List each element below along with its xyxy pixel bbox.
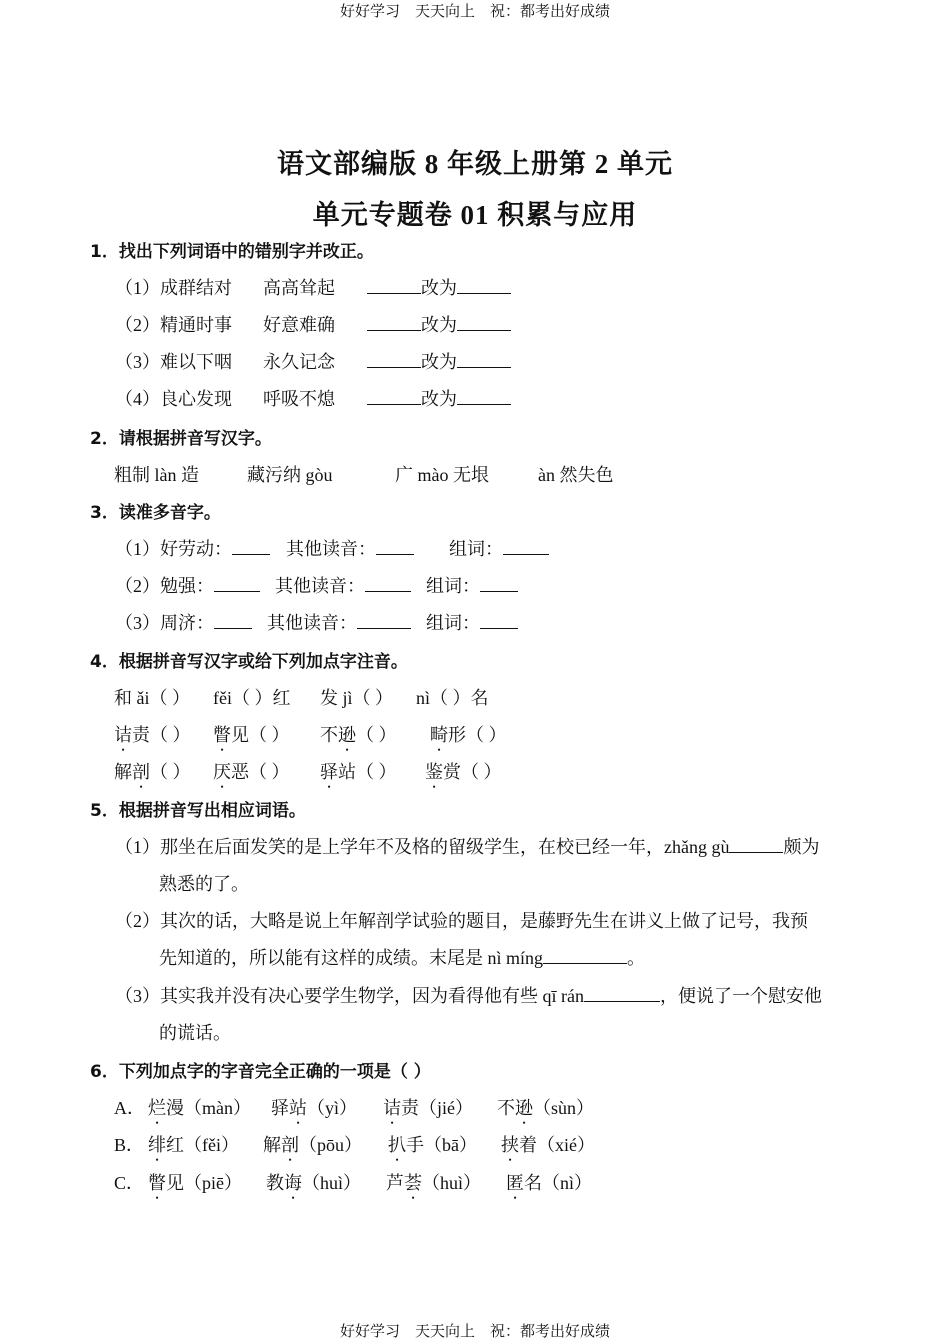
plain-chars: （pōu） [299,1135,362,1155]
q2-item: 粗制 làn 造 [114,465,199,485]
page-header: 好好学习 天天向上 祝：都考出好成绩 [339,2,610,20]
dotted-char: 厌 [213,762,231,782]
compound-blank[interactable] [480,612,518,629]
plain-chars: 责（jié） [401,1098,473,1118]
reading-blank[interactable] [232,538,270,555]
plain-chars: 着（xié） [519,1135,595,1155]
dotted-char: 鉴 [425,762,443,782]
option-item [386,1169,481,1203]
dotted-char: 剖 [132,762,150,782]
q1-item [115,385,457,411]
change-to-label: 改为 [421,315,457,335]
q4-item [213,758,290,792]
other-reading-label: 其他读音： [275,576,365,596]
plain-chars: 形（ ） [448,725,507,745]
plain-chars: 手（bā） [406,1135,477,1155]
dotted-char: 诘 [114,725,132,745]
dotted-char: 逊 [338,725,356,745]
answer-blank[interactable] [729,836,783,853]
compound-label: 组词： [426,613,480,633]
option-item [497,1094,594,1128]
option-item [271,1094,357,1128]
answer-blank[interactable] [457,388,511,405]
other-reading-blank[interactable] [365,575,411,592]
option-item [383,1094,473,1128]
other-reading-label: 其他读音： [286,539,376,559]
sentence-text: ，便说了一个慰安他 [659,986,822,1006]
option-item [148,1169,242,1203]
compound-blank[interactable] [503,538,549,555]
item-number: （1） [115,278,160,298]
q1-item [115,311,457,337]
item-number: （2） [115,315,160,335]
dotted-char: 扒 [388,1135,406,1155]
plain-chars: （ ） [150,762,191,782]
plain-chars: 赏（ ） [443,762,502,782]
q2-item: 广 mào 无垠 [395,465,489,485]
q5-sentence-3-cont: 的谎话。 [159,1023,231,1043]
q2-item: àn 然失色 [538,465,614,485]
q4-item: fěi（ ）红 [213,688,291,708]
word-b: 永久记念 [263,352,335,372]
plain-chars: 名（nì） [524,1173,593,1193]
plain-chars: 漫（màn） [166,1098,251,1118]
dotted-char: 站 [289,1098,307,1118]
plain-chars: （huì） [302,1173,362,1193]
option-item [148,1094,251,1128]
compound-label: 组词： [449,539,503,559]
other-reading-blank[interactable] [376,538,414,555]
answer-blank[interactable] [367,351,421,368]
option-label: B． [114,1135,145,1155]
question-3-stem: 3．读准多音字。 [90,503,221,523]
option-item [506,1169,592,1203]
plain-chars: （yì） [307,1098,358,1118]
word-a: 良心发现 [160,389,232,409]
dotted-char: 匿 [506,1173,524,1193]
dotted-char: 荟 [404,1173,422,1193]
q4-item [114,758,191,792]
plain-char: 解 [263,1135,281,1155]
word-b: 高高耸起 [263,278,335,298]
q4-item [320,721,397,755]
answer-blank[interactable] [584,985,660,1002]
dotted-char: 诘 [383,1098,401,1118]
plain-char: 解 [114,762,132,782]
compound-label: 组词： [426,576,480,596]
item-number: （4） [115,389,160,409]
answer-blank[interactable] [457,314,511,331]
change-to-label: 改为 [421,389,457,409]
plain-chars: 责（ ） [132,725,191,745]
dotted-char: 逊 [515,1098,533,1118]
plain-chars: 站（ ） [338,762,397,782]
q1-item [115,348,457,374]
item-number: （3） [115,352,160,372]
plain-chars: 红（fěi） [166,1135,239,1155]
q4-item: 发 jì（ ） [320,688,394,708]
dotted-char: 挟 [501,1135,519,1155]
item-number: （2） [115,576,160,596]
q2-item: 藏污纳 gòu [247,465,333,485]
option-item [501,1131,595,1165]
plain-chars: （ ） [356,725,397,745]
answer-blank[interactable] [367,314,421,331]
page-title: 语文部编版 8 年级上册第 2 单元 [277,149,673,179]
answer-blank[interactable] [367,277,421,294]
question-5-stem: 5．根据拼音写出相应词语。 [90,801,306,821]
plain-chars: 恶（ ） [231,762,290,782]
q3-item [115,609,480,635]
page-footer: 好好学习 天天向上 祝：都考出好成绩 [339,1322,610,1340]
dotted-char: 驿 [320,762,338,782]
answer-blank[interactable] [543,947,627,964]
question-6-stem: 6．下列加点字的字音完全正确的一项是（ ） [90,1062,431,1082]
q4-item: nì（ ）名 [416,688,489,708]
sentence-text: （1）那坐在后面发笑的是上学年不及格的留级学生，在校已经一年，zhǎng gù [115,837,730,857]
plain-chars: 见（ ） [231,725,290,745]
q4-item [425,758,502,792]
sentence-text: 颇为 [783,837,820,857]
plain-char: 教 [266,1173,284,1193]
dotted-char: 瞥 [213,725,231,745]
page-subtitle: 单元专题卷 01 积累与应用 [312,200,638,230]
dotted-char: 畸 [430,725,448,745]
q4-item [213,721,290,755]
word-label: 好劳动： [160,539,232,559]
word-label: 勉强： [160,576,214,596]
other-reading-blank[interactable] [357,612,411,629]
q5-sentence-2: （2）其次的话，大略是说上年解剖学试验的题目，是藤野先生在讲义上做了记号，我预 [115,911,808,931]
q4-item [320,758,397,792]
q3-item [115,535,503,561]
question-4-stem: 4．根据拼音写汉字或给下列加点字注音。 [90,652,408,672]
word-a: 难以下咽 [160,352,232,372]
plain-char: 芦 [386,1173,404,1193]
option-item [263,1131,362,1165]
q5-sentence-1-cont: 熟悉的了。 [159,874,249,894]
plain-chars: （huì） [422,1173,482,1193]
word-b: 呼吸不熄 [263,389,335,409]
plain-chars: 见（piē） [166,1173,242,1193]
dotted-char: 诲 [284,1173,302,1193]
change-to-label: 改为 [421,352,457,372]
q3-item [115,572,480,598]
option-label: C． [114,1173,145,1193]
sentence-text: （3）其实我并没有决心要学生物学，因为看得他有些 qī rán [115,986,584,1006]
q4-item [430,721,507,755]
plain-char: 不 [320,725,338,745]
dotted-char: 瞥 [148,1173,166,1193]
plain-chars: （sùn） [533,1098,595,1118]
word-a: 成群结对 [160,278,232,298]
sentence-text: 。 [627,948,646,968]
q5-sentence-1 [115,833,819,859]
dotted-char: 烂 [148,1098,166,1118]
word-a: 精通时事 [160,315,232,335]
change-to-label: 改为 [421,278,457,298]
option-item [266,1169,361,1203]
reading-blank[interactable] [214,575,260,592]
dotted-char: 剖 [281,1135,299,1155]
word-label: 周济： [160,613,214,633]
option-item [388,1131,477,1165]
reading-blank[interactable] [214,612,252,629]
answer-blank[interactable] [457,351,511,368]
q1-item [115,274,457,300]
plain-char: 驿 [271,1098,289,1118]
q5-sentence-3 [115,982,822,1008]
question-1-stem: 1．找出下列词语中的错别字并改正。 [90,242,374,262]
word-b: 好意难确 [263,315,335,335]
item-number: （1） [115,539,160,559]
question-2-stem: 2．请根据拼音写汉字。 [90,429,272,449]
answer-blank[interactable] [367,388,421,405]
dotted-char: 绯 [148,1135,166,1155]
sentence-text: 先知道的，所以能有这样的成绩。末尾是 nì míng [159,948,544,968]
plain-char: 不 [497,1098,515,1118]
q4-item: 和 ǎi（ ） [114,688,190,708]
option-label: A． [114,1098,145,1118]
answer-blank[interactable] [457,277,511,294]
q4-item [114,721,191,755]
q5-sentence-2-cont [159,944,645,970]
other-reading-label: 其他读音： [267,613,357,633]
compound-blank[interactable] [480,575,518,592]
item-number: （3） [115,613,160,633]
option-item [148,1131,239,1165]
